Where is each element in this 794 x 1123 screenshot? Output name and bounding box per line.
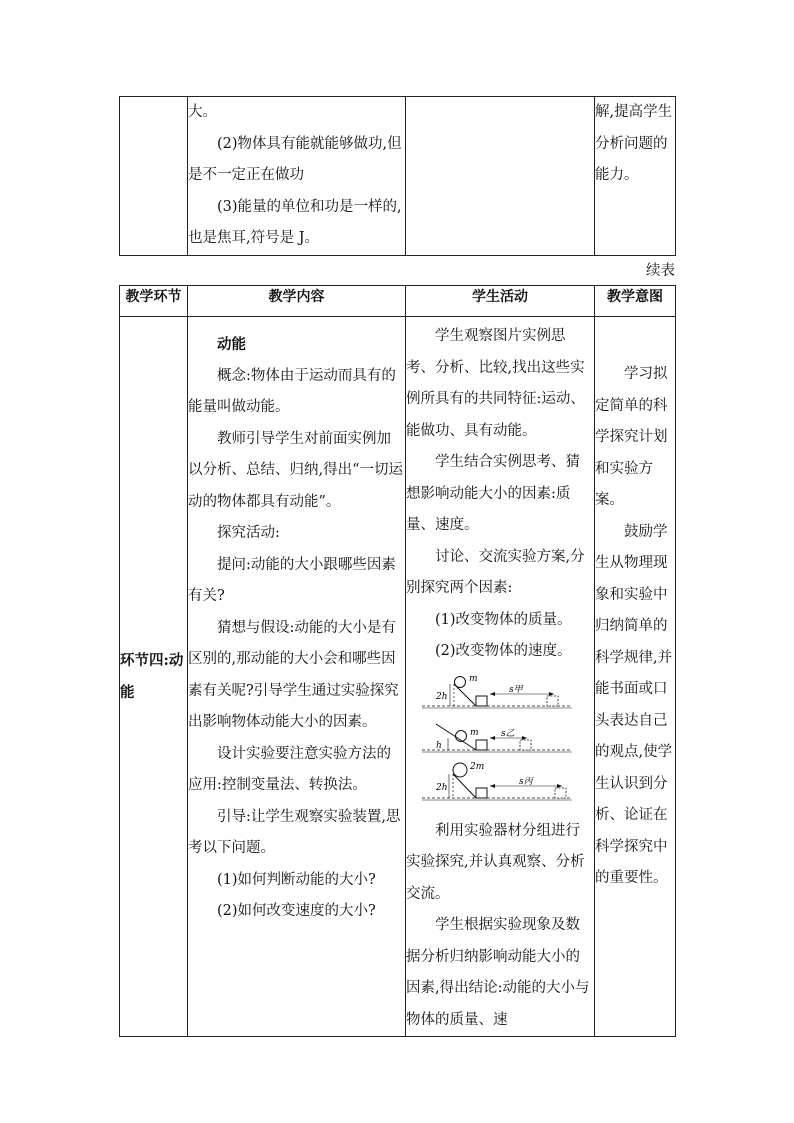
label-distance: s乙 xyxy=(501,728,515,739)
content-para: 探究活动: xyxy=(217,525,280,541)
label-height: 2h xyxy=(436,782,448,793)
content-cell xyxy=(188,317,406,1037)
label-mass: 2m xyxy=(470,761,485,772)
section-title: 动能 xyxy=(217,336,246,353)
intent-para: 学习拟定简单的科学探究计划和实验方案。 xyxy=(595,366,668,508)
content-para: 教师引导学生对前面实例加以分析、总结、归纳,得出“一切运动的物体都具有动能”。 xyxy=(188,430,404,510)
activity-para: 利用实验器材分组进行实验探究,并认真观察、分析交流。 xyxy=(406,822,585,902)
content-para: 概念:物体由于运动而具有的能量叫做动能。 xyxy=(188,367,396,415)
header-activity: 学生活动 xyxy=(406,286,595,317)
activity-para: (1)改变物体的质量。 xyxy=(435,611,572,628)
activity-para: 学生观察图片实例思考、分析、比较,找出这些实例所具有的共同特征:运动、能做功、具有动能。 xyxy=(406,328,585,439)
intent-cell xyxy=(595,97,676,256)
content-para: (1)如何判断动能的大小? xyxy=(217,871,376,888)
diagram-mass-m-height-2h xyxy=(422,674,572,708)
table-row xyxy=(120,317,676,1037)
intent-cell xyxy=(595,317,676,1037)
header-content: 教学内容 xyxy=(188,286,406,317)
label-height: h xyxy=(436,740,442,751)
label-mass: m xyxy=(470,727,479,738)
activity-para: 学生根据实验现象及数据分析归纳影响动能大小的因素,得出结论:动能的大小与物体的质量、速 xyxy=(406,917,590,1028)
stage-label: 环节四:动能 xyxy=(120,652,184,701)
activity-para: 学生结合实例思考、猜想影响动能大小的因素:质量、速度。 xyxy=(406,454,580,533)
content-para: 提问:动能的大小跟哪些因素有关? xyxy=(188,556,396,604)
content-line: (2)物体具有能就能够做功,但是不一定正在做功 xyxy=(188,135,402,183)
stage-cell-empty xyxy=(120,97,188,256)
continuation-table xyxy=(119,96,676,256)
activity-cell xyxy=(406,317,595,1037)
content-para: 引导:让学生观察实验装置,思考以下问题。 xyxy=(188,808,401,856)
header-intent: 教学意图 xyxy=(595,286,676,317)
stage-cell xyxy=(120,317,188,1037)
label-height: 2h xyxy=(436,691,448,702)
label-distance: s丙 xyxy=(519,776,533,787)
label-mass: m xyxy=(469,673,478,684)
activity-cell-empty xyxy=(406,97,595,256)
content-cell xyxy=(188,97,406,256)
content-para: 猜想与假设:动能的大小是有区别的,那动能的大小会和哪些因素有关呢?引导学生通过实验探究出影响物体动能大小的因素。 xyxy=(188,619,399,730)
continued-label: 续表 xyxy=(646,263,675,279)
header-stage: 教学环节 xyxy=(120,286,188,317)
content-line: 大。 xyxy=(188,104,217,120)
diagram-mass-2m-height-2h xyxy=(422,762,572,800)
teaching-table xyxy=(119,285,676,1037)
content-para: (2)如何改变速度的大小? xyxy=(217,903,376,919)
intent-para: 鼓励学生从物理现象和实验中归纳简单的科学规律,并能书面或口头表达自己的观点,使学生认识到分析、论证在科学探究中的重要性。 xyxy=(595,523,673,886)
content-line: (3)能量的单位和功是一样的,也是焦耳,符号是 J。 xyxy=(188,198,402,246)
activity-para: 讨论、交流实验方案,分别探究两个因素: xyxy=(406,548,585,596)
intent-text: 解,提高学生分析问题的能力。 xyxy=(595,104,673,183)
experiment-figure xyxy=(414,672,579,810)
header-row xyxy=(120,286,676,317)
label-distance: s甲 xyxy=(509,684,523,695)
activity-para: (2)改变物体的速度。 xyxy=(435,643,572,659)
content-para: 设计实验要注意实验方法的应用:控制变量法、转换法。 xyxy=(188,745,391,793)
diagram-mass-m-height-h xyxy=(422,724,572,752)
